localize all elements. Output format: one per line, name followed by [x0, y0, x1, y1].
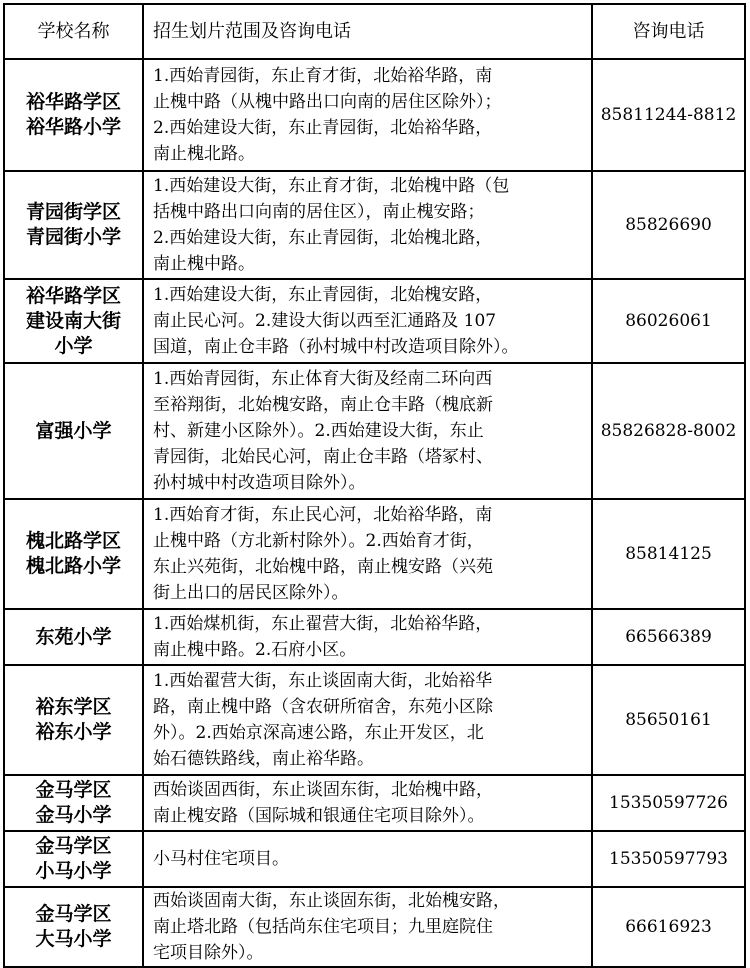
- range-line: 南止槐北路。: [153, 144, 255, 164]
- header-school-name: 学校名称: [4, 4, 143, 59]
- school-name: 裕东小学: [35, 721, 112, 743]
- range-line: 小马村住宅项目。: [153, 849, 289, 869]
- range-line: 1.西始翟营大街，东止谈固南大街，北始裕华: [153, 671, 493, 691]
- header-range: 招生划片范围及咨询电话: [143, 4, 592, 59]
- school-name-cell: [4, 279, 143, 363]
- enrollment-table: [3, 3, 746, 968]
- range-line: 南止民心河。2.建设大街以西至汇通路及 107: [153, 311, 497, 331]
- school-name-cell: [4, 887, 143, 967]
- phone-cell: 86026061: [592, 279, 745, 363]
- school-name: 小马小学: [35, 860, 112, 882]
- table-row: [4, 665, 745, 775]
- school-name-cell: [4, 831, 143, 887]
- range-cell: [143, 363, 592, 499]
- table-row: [4, 171, 745, 279]
- range-cell: [143, 499, 592, 609]
- header-phone: 咨询电话: [592, 4, 745, 59]
- school-name-cell: [4, 499, 143, 609]
- range-line: 止槐中路（方北新村除外）。2.西始育才街，: [153, 531, 484, 551]
- school-name: 小学: [54, 334, 93, 357]
- phone-cell: 85650161: [592, 665, 745, 775]
- school-name-cell: [4, 775, 143, 831]
- range-line: 南止槐安路（国际城和银通住宅项目除外）。: [153, 806, 485, 826]
- school-name: 大马小学: [35, 928, 112, 950]
- range-line: 至裕翔街，北始槐安路，南止仓丰路（槐底新: [153, 395, 493, 415]
- table-row: [4, 59, 745, 171]
- range-line: 2.西始建设大街，东止青园街，北始裕华路，: [153, 118, 493, 138]
- range-line: 街上出口的居民区除外）。: [153, 583, 349, 603]
- phone-cell: 85826690: [592, 171, 745, 279]
- school-name: 槐北路学区: [25, 530, 121, 552]
- range-line: 宅项目除外）。: [153, 943, 264, 963]
- range-cell: [143, 887, 592, 967]
- table-row: [4, 499, 745, 609]
- range-line: 国道，南止仓丰路（孙村城中村改造项目除外）。: [153, 337, 519, 357]
- range-line: 南止槐中路。2.石府小区。: [153, 640, 357, 660]
- range-line: 1.西始建设大街，东止育才街，北始槐中路（包: [153, 176, 510, 196]
- range-line: 止槐中路（从槐中路出口向南的居住区除外）；: [153, 92, 502, 112]
- range-line: 始石德铁路线，南止裕华路。: [153, 749, 374, 769]
- school-name: 裕东学区: [35, 696, 112, 718]
- school-name: 富强小学: [35, 419, 112, 442]
- table-row: [4, 775, 745, 831]
- table-row: [4, 609, 745, 665]
- school-name-cell: [4, 59, 143, 171]
- phone-cell: 85826828-8002: [592, 363, 745, 499]
- range-line: 1.西始煤机街，东止翟营大街，北始裕华路，: [153, 614, 493, 634]
- phone-cell: 15350597793: [592, 831, 745, 887]
- range-line: 村、新建小区除外）。2.西始建设大街，东止: [153, 421, 484, 441]
- table-row: [4, 363, 745, 499]
- table-row: [4, 279, 745, 363]
- school-name: 槐北路小学: [25, 555, 121, 577]
- range-line: 东止兴苑街，北始槐中路，南止槐安路（兴苑: [153, 557, 493, 577]
- range-line: 1.西始青园街，东止体育大街及经南二环向西: [153, 369, 493, 389]
- range-line: 外）。2.西始京深高速公路，东止开发区，北: [153, 723, 484, 743]
- range-cell: [143, 171, 592, 279]
- school-name: 金马学区: [35, 835, 112, 857]
- school-name-cell: [4, 609, 143, 665]
- school-name-cell: [4, 665, 143, 775]
- range-line: 青园街，北始民心河，南止仓丰路（塔冢村、: [153, 447, 493, 467]
- range-line: 西始谈固南大街，东止谈固东街，北始槐安路，: [153, 891, 510, 911]
- range-line: 西始谈固西街，东止谈固东街，北始槐中路，: [153, 780, 493, 800]
- school-name-cell: [4, 363, 143, 499]
- range-cell: [143, 665, 592, 775]
- school-name: 裕华路学区: [25, 91, 121, 113]
- phone-cell: 85811244-8812: [592, 59, 745, 171]
- school-name: 青园街小学: [25, 226, 121, 248]
- phone-cell: 66566389: [592, 609, 745, 665]
- table-row: [4, 831, 745, 887]
- school-name: 裕华路小学: [25, 116, 121, 138]
- range-line: 南止槐中路。: [153, 254, 255, 274]
- range-line: 1.西始建设大街，东止青园街，北始槐安路，: [153, 285, 493, 305]
- school-name: 东苑小学: [35, 625, 112, 648]
- phone-cell: 66616923: [592, 887, 745, 967]
- range-line: 1.西始育才街，东止民心河，北始裕华路，南: [153, 505, 493, 525]
- range-cell: [143, 59, 592, 171]
- school-name: 建设南大街: [25, 309, 121, 332]
- range-cell: [143, 609, 592, 665]
- school-name: 金马小学: [35, 804, 112, 826]
- school-name: 金马学区: [35, 779, 112, 801]
- header-row: [4, 4, 745, 59]
- range-line: 路，南止槐中路（含农研所宿舍，东苑小区除: [153, 697, 493, 717]
- range-cell: [143, 775, 592, 831]
- range-line: 南止塔北路（包括尚东住宅项目；九里庭院住: [153, 917, 493, 937]
- school-name: 青园街学区: [25, 201, 121, 223]
- school-name: 金马学区: [35, 903, 112, 925]
- school-name-cell: [4, 171, 143, 279]
- phone-cell: 85814125: [592, 499, 745, 609]
- range-line: 括槐中路出口向南的居住区），南止槐安路；: [153, 202, 485, 222]
- range-line: 孙村城中村改造项目除外）。: [153, 473, 366, 493]
- range-cell: [143, 279, 592, 363]
- phone-cell: 15350597726: [592, 775, 745, 831]
- school-name: 裕华路学区: [25, 284, 121, 307]
- table-row: [4, 887, 745, 967]
- range-line: 2.西始建设大街，东止青园街，北始槐北路，: [153, 228, 493, 248]
- range-cell: [143, 831, 592, 887]
- range-line: 1.西始青园街，东止育才街，北始裕华路，南: [153, 66, 493, 86]
